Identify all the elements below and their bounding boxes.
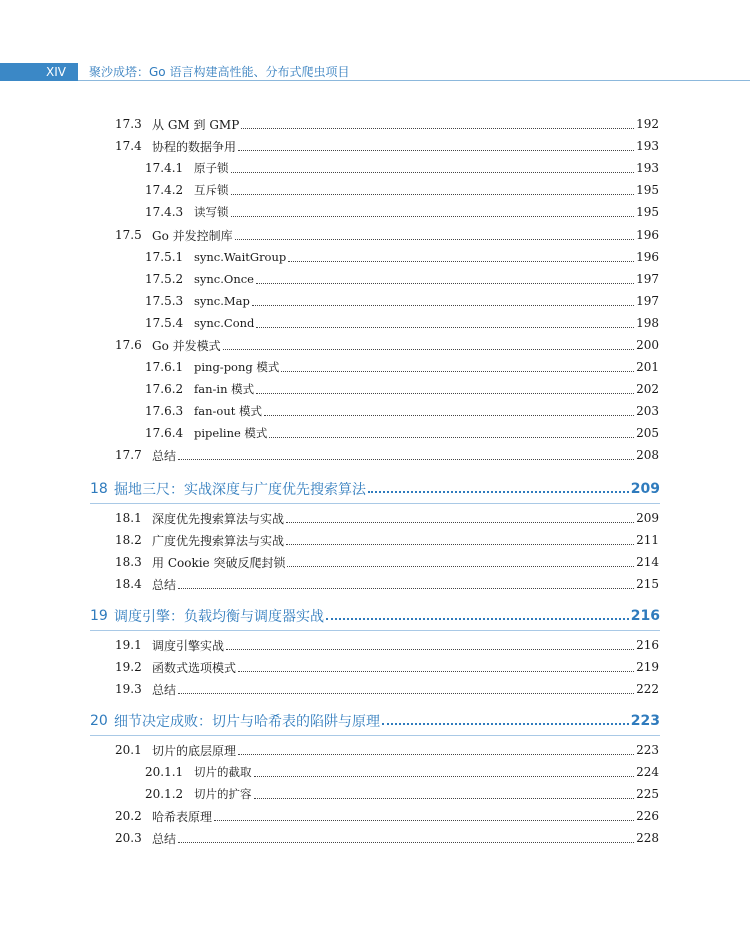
toc-entry-17-5-4[interactable]: 17.5.4 sync.Cond 198 — [145, 316, 659, 330]
toc-entry-19-3[interactable]: 19.3 总结 222 — [115, 682, 659, 697]
toc-entry-17-5-2[interactable]: 17.5.2 sync.Once 197 — [145, 272, 659, 286]
dot-leader — [269, 437, 634, 438]
dot-leader — [238, 671, 634, 672]
dot-leader — [214, 820, 634, 821]
toc-entry-20-1-2[interactable]: 20.1.2 切片的扩容 225 — [145, 787, 659, 801]
toc-entry-18-2[interactable]: 18.2 广度优先搜索算法与实战 211 — [115, 533, 659, 548]
dot-leader — [286, 522, 634, 523]
toc-chapter-20[interactable]: 20 细节决定成败：切片与哈希表的陷阱与原理 223 — [90, 713, 660, 730]
dot-leader — [231, 172, 635, 173]
dot-leader — [178, 693, 634, 694]
toc-entry-18-1[interactable]: 18.1 深度优先搜索算法与实战 209 — [115, 511, 659, 526]
dot-leader — [287, 566, 634, 567]
dot-leader — [238, 150, 634, 151]
dot-leader — [241, 128, 634, 129]
page-number-roman: XIV — [46, 65, 66, 79]
toc-entry-17-6[interactable]: 17.6 Go 并发模式 200 — [115, 338, 659, 353]
toc-entry-17-4-1[interactable]: 17.4.1 原子锁 193 — [145, 161, 659, 175]
dot-leader — [256, 283, 634, 284]
toc-entry-17-6-4[interactable]: 17.6.4 pipeline 模式 205 — [145, 426, 659, 440]
toc-entry-20-3[interactable]: 20.3 总结 228 — [115, 831, 659, 846]
chapter-rule — [90, 630, 660, 631]
toc-entry-17-4[interactable]: 17.4 协程的数据争用 193 — [115, 139, 659, 154]
toc-entry-17-5-3[interactable]: 17.5.3 sync.Map 197 — [145, 294, 659, 308]
dot-leader — [326, 618, 629, 620]
toc-entry-19-1[interactable]: 19.1 调度引擎实战 216 — [115, 638, 659, 653]
toc-entry-18-4[interactable]: 18.4 总结 215 — [115, 577, 659, 592]
dot-leader — [286, 544, 634, 545]
dot-leader — [256, 327, 634, 328]
dot-leader — [223, 349, 634, 350]
dot-leader — [178, 459, 634, 460]
chapter-rule — [90, 503, 660, 504]
toc-entry-17-5-1[interactable]: 17.5.1 sync.WaitGroup 196 — [145, 250, 659, 264]
dot-leader — [231, 216, 635, 217]
dot-leader — [254, 776, 635, 777]
dot-leader — [254, 798, 635, 799]
toc-entry-19-2[interactable]: 19.2 函数式选项模式 219 — [115, 660, 659, 675]
toc-entry-17-4-2[interactable]: 17.4.2 互斥锁 195 — [145, 183, 659, 197]
dot-leader — [256, 393, 634, 394]
toc-entry-17-6-2[interactable]: 17.6.2 fan-in 模式 202 — [145, 382, 659, 396]
dot-leader — [288, 261, 634, 262]
toc-chapter-19[interactable]: 19 调度引擎：负载均衡与调度器实战 216 — [90, 608, 660, 625]
dot-leader — [252, 305, 634, 306]
dot-leader — [226, 649, 634, 650]
dot-leader — [178, 842, 634, 843]
dot-leader — [238, 754, 634, 755]
toc-entry-17-5[interactable]: 17.5 Go 并发控制库 196 — [115, 228, 659, 243]
toc-entry-20-1[interactable]: 20.1 切片的底层原理 223 — [115, 743, 659, 758]
toc-entry-17-3[interactable]: 17.3 从 GM 到 GMP 192 — [115, 117, 659, 132]
dot-leader — [281, 371, 634, 372]
toc-entry-17-6-3[interactable]: 17.6.3 fan-out 模式 203 — [145, 404, 659, 418]
dot-leader — [368, 491, 629, 493]
toc-entry-17-7[interactable]: 17.7 总结 208 — [115, 448, 659, 463]
toc-entry-17-6-1[interactable]: 17.6.1 ping-pong 模式 201 — [145, 360, 659, 374]
dot-leader — [178, 588, 634, 589]
toc-entry-17-4-3[interactable]: 17.4.3 读写锁 195 — [145, 205, 659, 219]
toc-chapter-18[interactable]: 18 掘地三尺：实战深度与广度优先搜索算法 209 — [90, 481, 660, 498]
dot-leader — [235, 239, 634, 240]
dot-leader — [231, 194, 635, 195]
running-book-title: 聚沙成塔：Go 语言构建高性能、分布式爬虫项目 — [89, 65, 350, 79]
dot-leader — [264, 415, 634, 416]
toc-entry-20-1-1[interactable]: 20.1.1 切片的截取 224 — [145, 765, 659, 779]
dot-leader — [382, 723, 629, 725]
toc-entry-18-3[interactable]: 18.3 用 Cookie 突破反爬封锁 214 — [115, 555, 659, 570]
chapter-rule — [90, 735, 660, 736]
toc-entry-20-2[interactable]: 20.2 哈希表原理 226 — [115, 809, 659, 824]
